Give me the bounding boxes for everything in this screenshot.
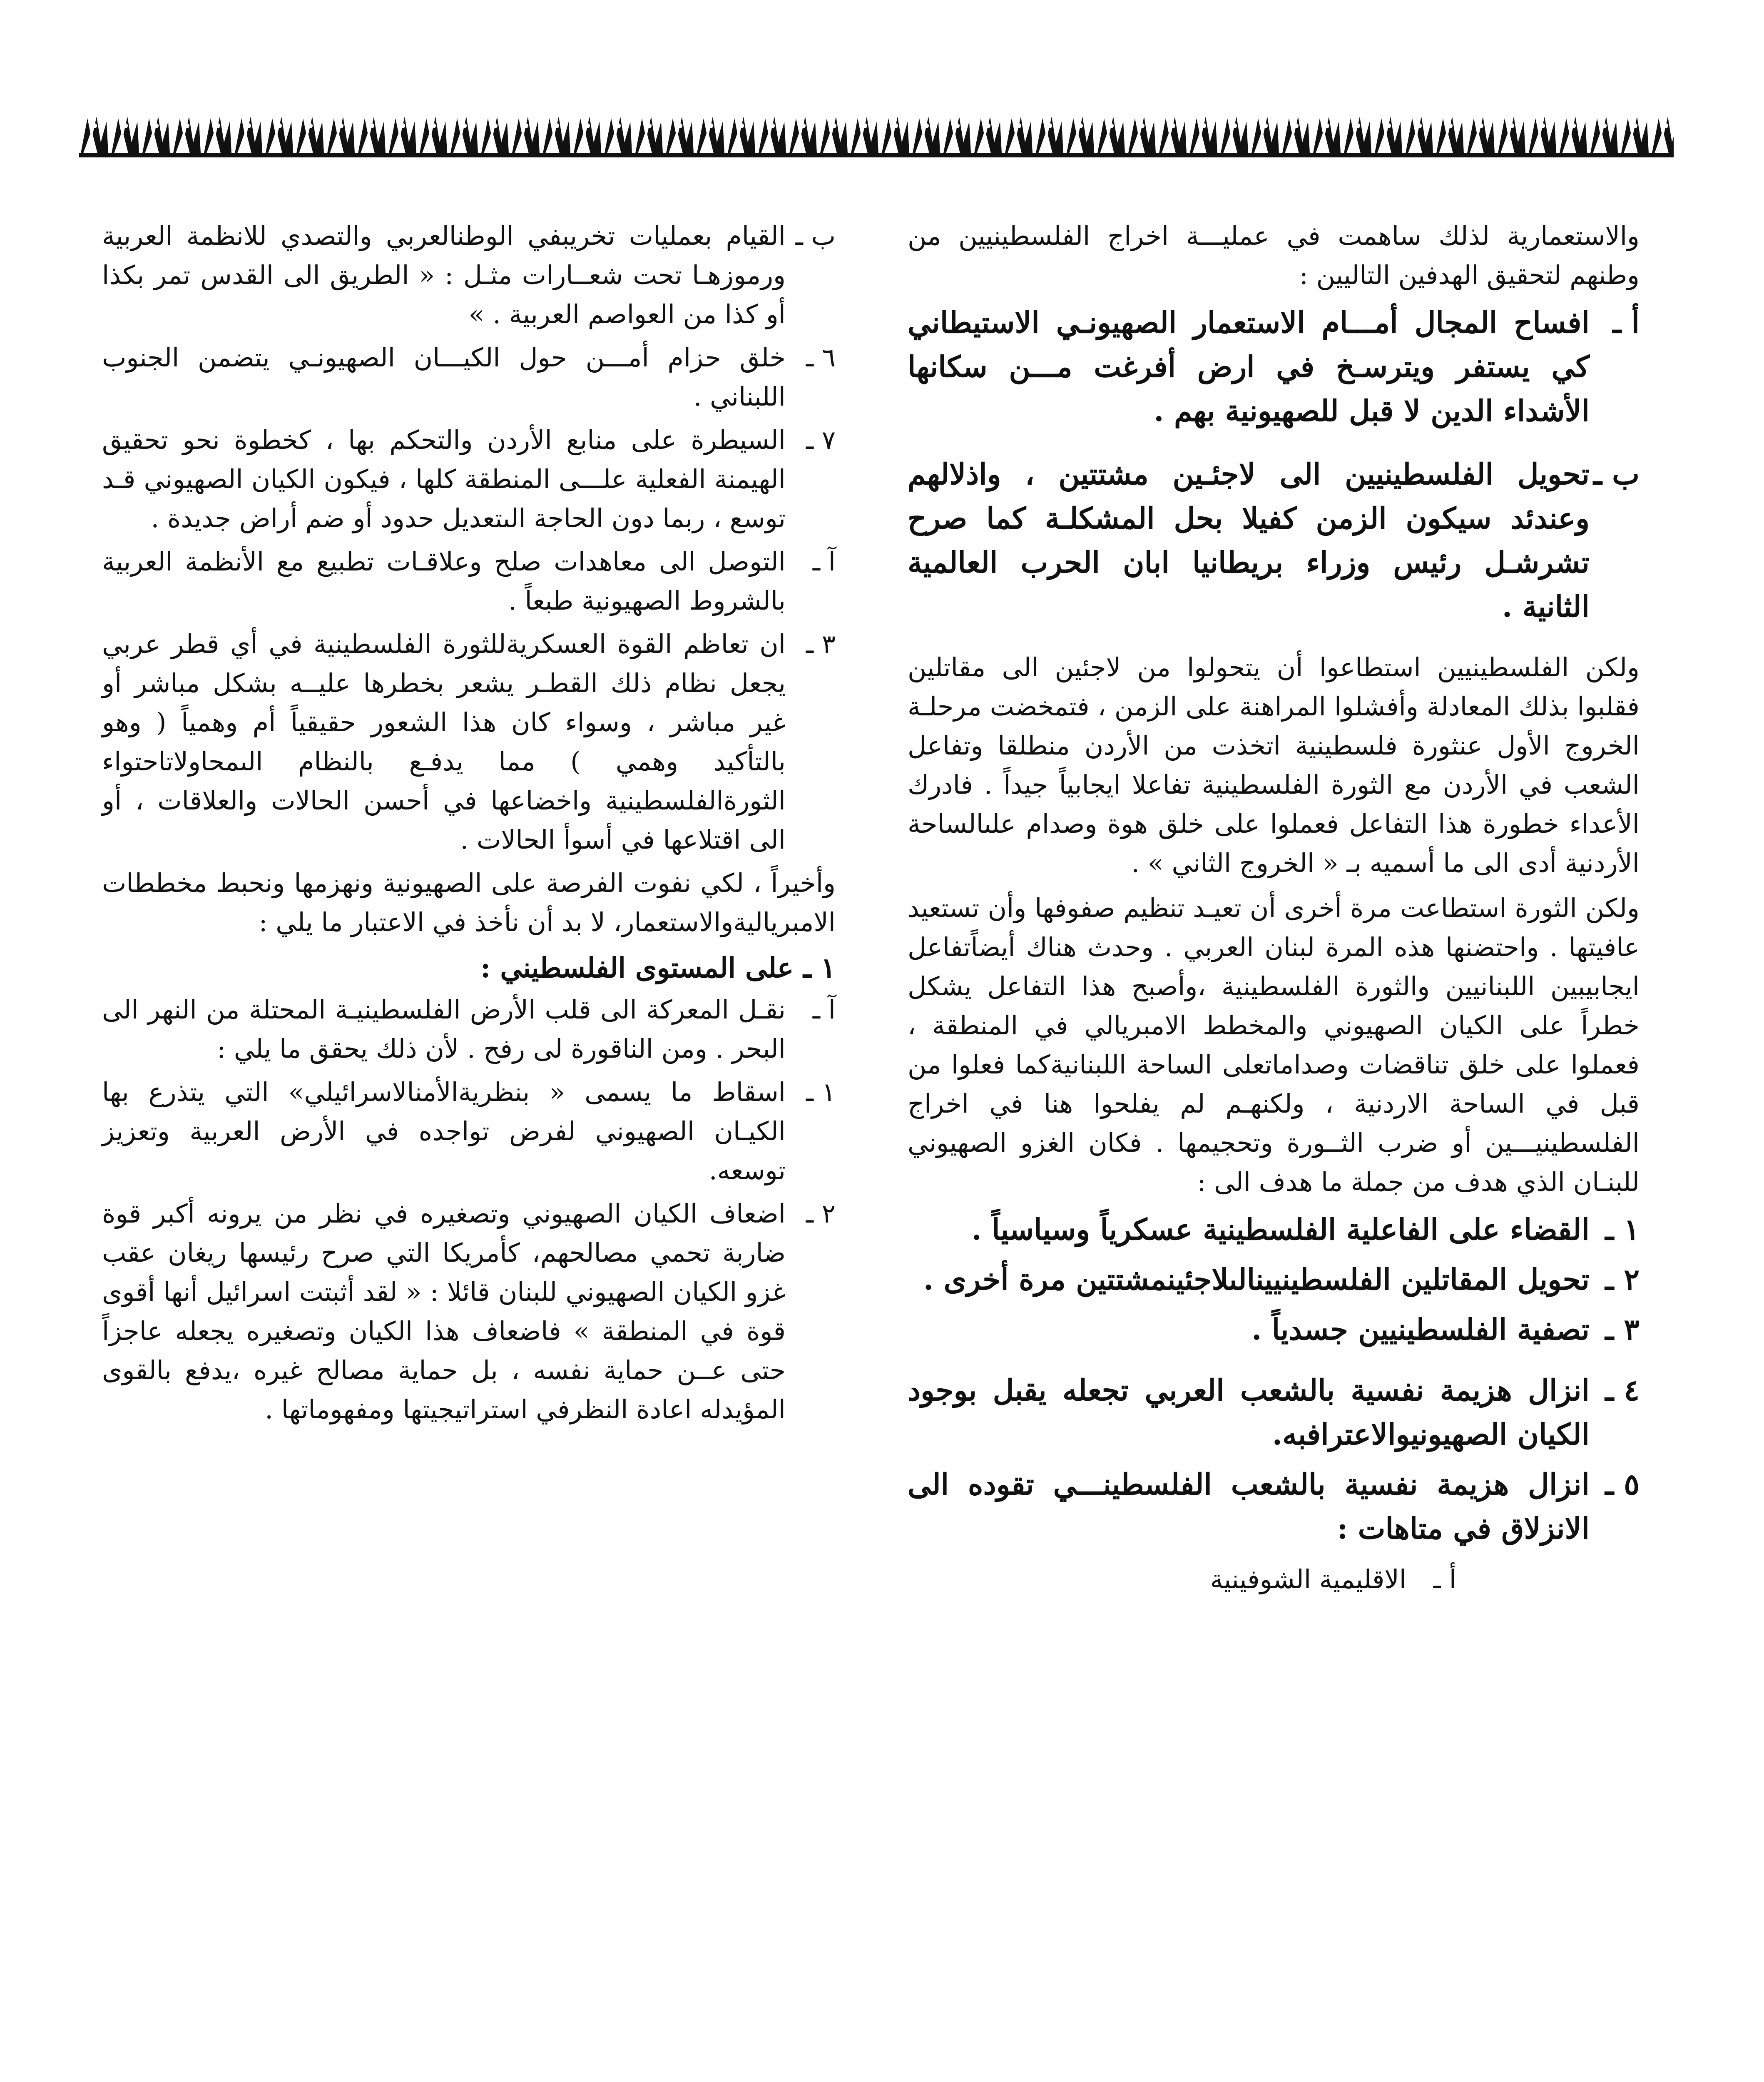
list-item — [102, 1194, 836, 1429]
aim-text: تصفية الفلسطينيين جسدياً . — [1251, 1312, 1590, 1347]
decorative-header-border — [79, 113, 1674, 157]
aim-marker: ٢ ـ — [1605, 1262, 1640, 1297]
aim-text: انزال هزيمة نفسية بالشعب الفلسطينـــي تقوده الى الانزلاق في متاهات : — [908, 1467, 1590, 1546]
list-text: القيام بعمليات تخريبفي الوطنالعربي والتصدي للانظمة العربية ورموزهـا تحت شعــارات مثـل : « الطريق الى القدس تمر بكذا أو كذا من العواصم العربية . » — [102, 221, 786, 329]
sub-text: الاقليمية الشوفينية — [1210, 1564, 1406, 1594]
list-text: نقـل المعركة الى قلب الأرض الفلسطينيـة المحتلة من النهر الى البحر . ومن الناقورة لى رفح . لأن ذلك يحقق ما يلي : — [102, 994, 786, 1064]
body-paragraph: ولكن الثورة استطاعت مرة أخرى أن تعيـد تنظيم صفوفها وأن تستعيد عافيتها . واحتضنها هذه المرة لبنان العربي . وحدث هناك أيضاًتفاعل ايجابيبين اللبنانيين والثورة الفلسطينية ،وأصبح هذا التفاعل يشكل خطراً على الكيان الصهيوني والمخطط الامبريالي في المنطقة ، فعملوا على خلق تناقضات وصداماتعلى الساحة اللبنانيةكما فعلوا من قبل في الساحة الاردنية ، ولكنهـم لم يفلحوا هنا في اخراج الفلسطينيـــين أو ضرب الثــورة وتحجيمها . فكان الغزو الصهيوني للبنـان الذي هدف من جملة ما هدف الى : — [908, 893, 1640, 1197]
aim-text: انزال هزيمة نفسية بالشعب العربي تجعله يقبل بوجود الكيان الصهيونيوالاعترافبه. — [908, 1373, 1590, 1452]
aim-item — [908, 1258, 1640, 1302]
list-marker: ٣ ـ — [806, 629, 836, 659]
list-text: اسقاط ما يسمى « بنظريةالأمنالاسرائيلي» التي يتذرع بها الكيـان الصهيوني لفرض تواجده في الأرض العربية وتعزيز توسعه. — [102, 1077, 786, 1185]
list-item — [102, 217, 836, 334]
aim-marker: ١ ـ — [1605, 1212, 1640, 1247]
aim-text: تحويل المقاتلين الفلسطينيينالىلاجئينمشتتين مرة أخرى . — [923, 1262, 1590, 1297]
goal-item — [908, 301, 1640, 433]
aim-text: القضاء على الفاعلية الفلسطينية عسكرياً وسياسياً . — [971, 1212, 1590, 1247]
list-text: التوصل الى معاهدات صلح وعلاقـات تطبيع مع الأنظمة العربية بالشروط الصهيونية طبعاً . — [102, 546, 786, 616]
right-column — [908, 217, 1640, 1603]
sub-marker: أ ـ — [1433, 1564, 1456, 1594]
list-marker: ١ ـ — [806, 1077, 836, 1107]
section-heading: ١ ـ على المستوى الفلسطيني : — [480, 951, 836, 984]
list-text: السيطرة على منابع الأردن والتحكم بها ، كخطوة نحو تحقيق الهيمنة الفعلية علـــى المنطقة كلها ، فيكون الكيان الصهيوني قـد توسع ، ربما دون الحاجة الىتعديل حدود أو ضم أراض جديدة . — [102, 425, 786, 533]
list-item — [102, 542, 836, 620]
list-marker: ب ـ — [795, 221, 836, 251]
list-item — [102, 1073, 836, 1190]
list-item — [102, 421, 836, 538]
list-text: ان تعاظم القوة العسكريةللثورة الفلسطينية في أي قطر عربي يجعل نظام ذلك القطـر يشعر بخطرها عليــه بشكل مباشر أو غير مباشر ، وسواء كان هذا الشعور حقيقياً أم وهمياً ( وهو بالتأكيد وهمي ) مما يدفـع بالنظام الىمحاولاتاحتواء الثورةالفلسطينية واخضاعها في أحسن الحالات والعلاقات ، أو الى اقتلاعها في أسوأ الحالات . — [102, 629, 786, 855]
goal-marker: أ ـ — [1612, 305, 1640, 340]
list-text: اضعاف الكيان الصهيوني وتصغيره في نظر من يرونه أكبر قوة ضاربة تحمي مصالحهم، كأمريكا التي صرح رئيسها ريغان عقب غزو الكيان الصهيوني للبنان قائلا : « لقد أثبتت اسرائيل أنها أقوى قوة في المنطقة » فاضعاف هذا الكيان وتصغيره يجعله عاجزاً حتى عــن حماية نفسه ، بل حماية مصالح غيره ،يدفع بالقوى المؤيدله اعادة النظرفي استراتيجيتها ومفهوماتها . — [102, 1198, 786, 1425]
aim-item — [908, 1462, 1640, 1551]
list-item — [102, 990, 836, 1068]
aim-item — [908, 1307, 1640, 1352]
aim-marker: ٤ ـ — [1605, 1373, 1640, 1407]
list-item — [102, 338, 836, 416]
list-item — [102, 625, 836, 859]
aim-marker: ٣ ـ — [1605, 1312, 1640, 1347]
list-marker: ٦ ـ — [806, 342, 836, 373]
goal-marker: ب ـ — [1593, 457, 1640, 491]
list-marker: آ ـ — [812, 994, 836, 1025]
body-paragraph: وأخيراً ، لكي نفوت الفرصة على الصهيونية ونهزمها ونحبط مخططات الامبرياليةوالاستعمار، لا بد أن نأخذ في الاعتبار ما يلي : — [102, 868, 836, 937]
aim-item — [908, 1208, 1640, 1252]
goal-text: تحويل الفلسطينيين الى لاجئـين مشتتين ، واذلالهم وعندئد سيكون الزمن كفيلا بحل المشكلـة كما صرح تشرشـل رئيس وزراء بريطانيا ابان الحرب العالمية الثانية . — [908, 457, 1590, 624]
aim-item — [908, 1368, 1640, 1457]
aim-marker: ٥ ـ — [1605, 1467, 1640, 1502]
body-paragraph: ولكن الفلسطينيين استطاعوا أن يتحولوا من لاجئين الى مقاتلين فقلبوا بذلك المعادلة وأفشلوا المراهنة على الزمن ، فتمخضت مرحلـة الخروج الأول عنثورة فلسطينية اتخذت من الأردن منطلقا وتفاعل الشعب في الأردن مع الثورة الفلسطينية تفاعلا ايجابياً جيداً . فادرك الأعداء خطورة هذا التفاعل فعملوا على خلق هوة وصدام علىالساحة الأردنية أدى الى ما أسميه بـ « الخروج الثاني » . — [908, 652, 1640, 878]
intro-paragraph: والاستعمارية لذلك ساهمت في عمليـــة اخراج الفلسطينيين من وطنهم لتحقيق الهدفين التاليين : — [908, 221, 1640, 290]
list-marker: ٧ ـ — [806, 425, 836, 455]
goal-item — [908, 452, 1640, 629]
list-marker: آ ـ — [812, 546, 836, 577]
left-column — [102, 217, 836, 1433]
goal-text: افساح المجال أمـــام الاستعمار الصهيونـي الاستيطاني كي يستفر ويترسـخ في ارض أفرغت مـــن سكانها الأشداء الدين لا قبل للصهيونية بهم . — [908, 305, 1590, 428]
sub-item — [908, 1560, 1640, 1599]
list-marker: ٢ ـ — [806, 1198, 836, 1229]
list-text: خلق حزام أمـــن حول الكيـــان الصهيونـي يتضمن الجنوب اللبناني . — [102, 342, 786, 412]
